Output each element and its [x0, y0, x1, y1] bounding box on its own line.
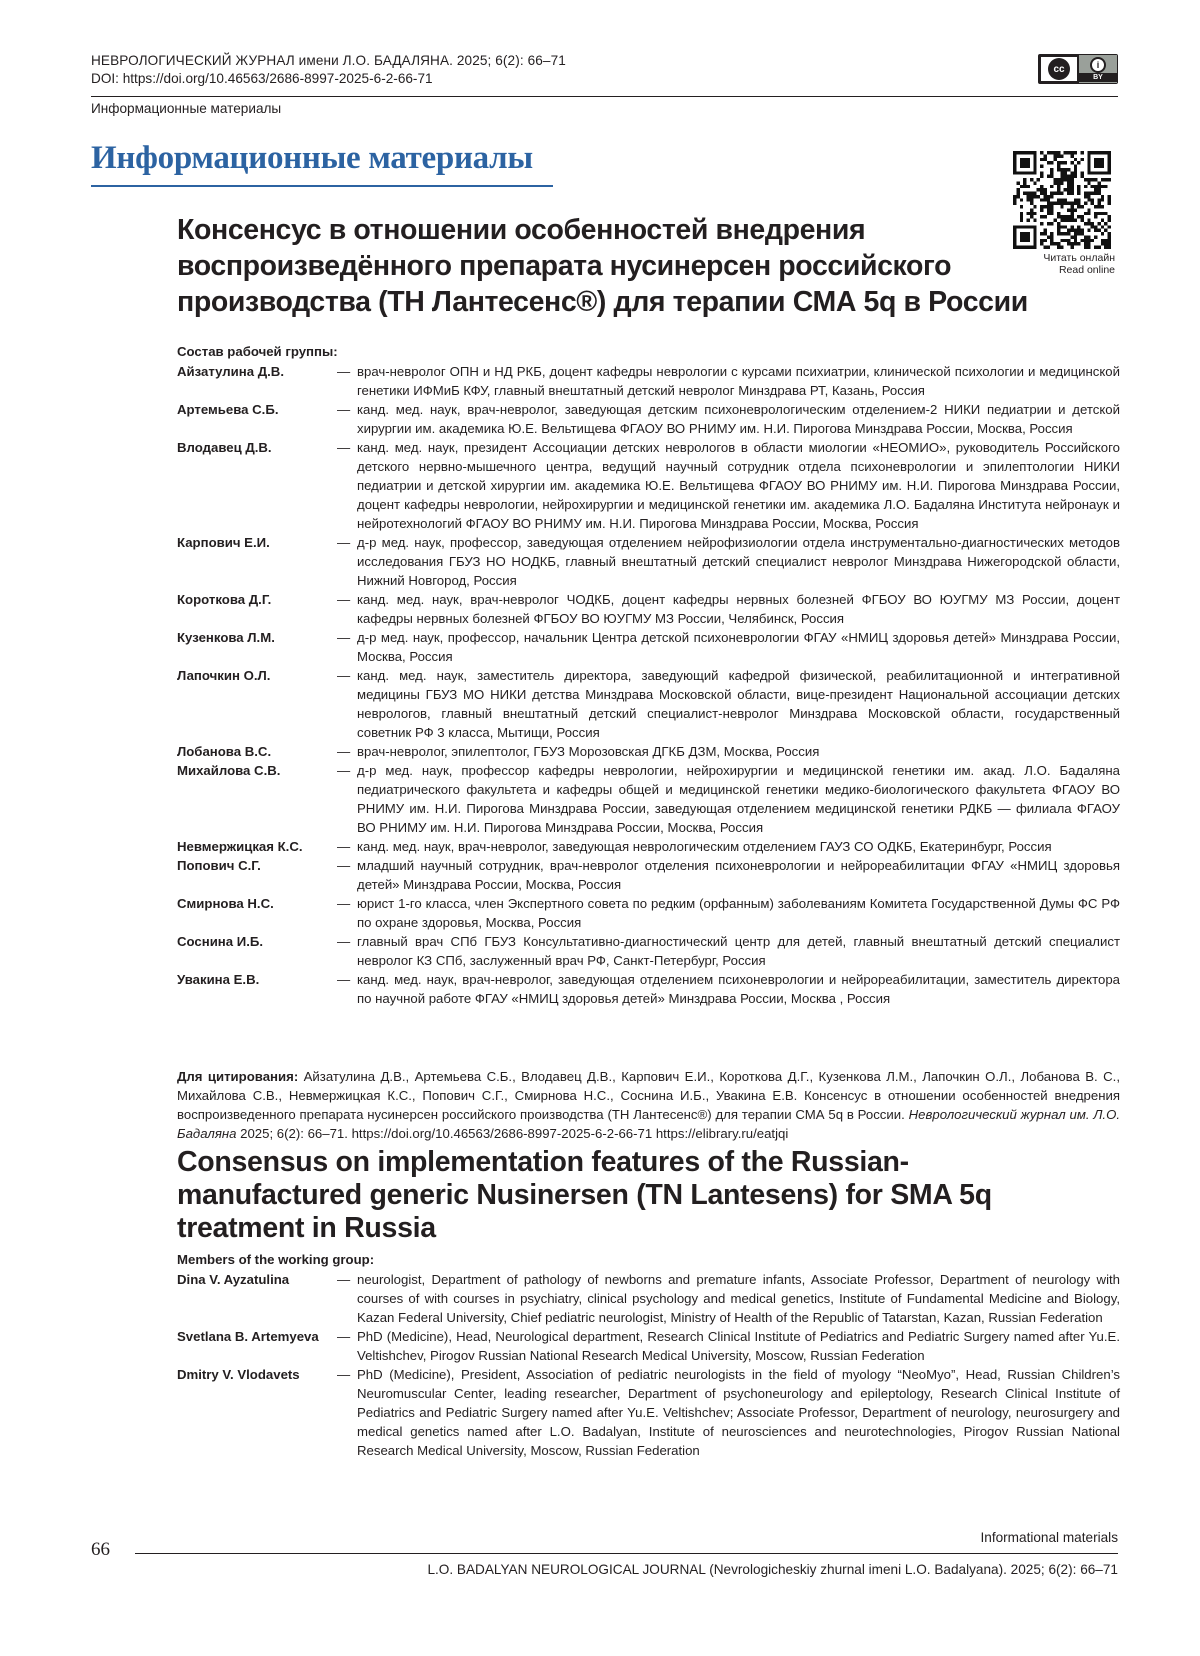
member-description: врач-невролог, эпилептолог, ГБУЗ Морозовская ДГКБ ДЗМ, Москва, Россия [357, 744, 820, 759]
member-description: д-р мед. наук, профессор кафедры неврологии, нейрохирургии и медицинской генетики им. акад. Л.О. Бадаляна педиатрического факультета и кафедры общей и медицинской генетики медико-биологического факультета ФГАОУ ВО РНИМУ им. Н.И. Пирогова Минздрава России, заведующая отделением медицинской генетики РДКБ — филиала ФГАОУ ВО РНИМУ им. Н.И. Пирогова Минздрава России, Москва, Россия [357, 763, 1120, 835]
member-description: канд. мед. наук, врач-невролог ЧОДКБ, доцент кафедры нервных болезней ФГБОУ ВО ЮУГМУ МЗ России, доцент кафедры нервных болезней ФГБОУ ВО ЮУГМУ МЗ России, Челябинск, Россия [357, 592, 1120, 626]
member-affiliation [337, 1365, 1120, 1460]
member-name: Увакина Е.В. [177, 972, 260, 987]
working-group-list-en [177, 1270, 1120, 1460]
cc-icon: cc [1048, 58, 1070, 80]
member-row [177, 1327, 1120, 1365]
main-title: Информационные материалы [91, 140, 533, 176]
member-affiliation [337, 362, 1120, 400]
member-affiliation [337, 970, 1120, 1008]
page-header [91, 52, 1118, 88]
qr-caption-ru: Читать онлайн [1043, 252, 1115, 264]
member-name: Лобанова В.С. [177, 744, 272, 759]
member-description: PhD (Medicine), President, Association of pediatric neurologists in the field of myology “NeoMyo”, Head, Russian Children’s Neuromuscular Center, leading researcher, Department of psychoneurology and epileptology, Research Clinical Institute of Pediatrics and Pediatric Surgery named after Yu.E. Veltishchev; Associate Professor, Department of neurology, neurosurgery and medical genetics named after L.O. Badalyan, Institute of neurosciences and neurotechnologies, Pirogov Russian National Research Medical University, Moscow, Russian Federation [357, 1367, 1120, 1458]
member-name: Кузенкова Л.М. [177, 630, 275, 645]
member-row [177, 362, 1120, 400]
member-name: Лапочкин О.Л. [177, 668, 271, 683]
dash-separator: — [337, 364, 351, 379]
citation-ref[interactable]: 2025; 6(2): 66–71. https://doi.org/10.46563/2686-8997-2025-6-2-66-71 https://elibrary.ru/eatjqi [240, 1126, 789, 1141]
dash-separator: — [337, 839, 351, 854]
dash-separator: — [337, 858, 351, 873]
member-affiliation [337, 590, 1120, 628]
working-group-list-ru [177, 362, 1120, 1008]
footer-section-label: Informational materials [980, 1530, 1118, 1545]
working-group-heading-en: Members of the working group: [177, 1252, 375, 1267]
member-affiliation [337, 1327, 1120, 1365]
dash-separator: — [337, 763, 351, 778]
member-affiliation [337, 932, 1120, 970]
member-row [177, 533, 1120, 590]
member-description: канд. мед. наук, врач-невролог, заведующая детским психоневрологическим отделением-2 НИКИ педиатрии и детской хирургии им. академика Ю.Е. Вельтищева ФГАОУ ВО РНИМУ им. Н.И. Пирогова Минздрава России, Москва, Россия [357, 402, 1120, 436]
dash-separator: — [337, 630, 351, 645]
dash-separator: — [337, 535, 351, 550]
member-name: Артемьева С.Б. [177, 402, 279, 417]
member-name: Соснина И.Б. [177, 934, 264, 949]
member-affiliation [337, 666, 1120, 742]
member-description: д-р мед. наук, профессор, заведующая отделением нейрофизиологии отдела инструментально-диагностических методов исследования ГБУЗ НО НОДКБ, главный внештатный детский специалист невролог Минздрава Нижегородской области, Нижний Новгород, Россия [357, 535, 1120, 588]
footer-journal: L.O. BADALYAN NEUROLOGICAL JOURNAL (Nevrologicheskiy zhurnal imeni L.O. Badalyana). 2025; 6(2): 66–71 [427, 1562, 1118, 1577]
member-name: Михайлова С.В. [177, 763, 281, 778]
dash-separator: — [337, 1272, 351, 1287]
member-name: Svetlana B. Artemyeva [177, 1329, 319, 1344]
dash-separator: — [337, 744, 351, 759]
member-description: младший научный сотрудник, врач-невролог отделения психоневрологии и нейрореабилитации ФГАУ «НМИЦ здоровья детей» Минздрава России, Москва, Россия [357, 858, 1120, 892]
citation-label: Для цитирования: [177, 1069, 299, 1084]
member-name: Попович С.Г. [177, 858, 261, 873]
member-description: канд. мед. наук, заместитель директора, заведующий кафедрой физической, реабилитационной и интегративной медицины ГБУЗ МО НИКИ детства Минздрава Московской области, вице-президент Национальной ассоциации детских неврологов, главный внештатный детский специалист-невролог Минздрава Московской области, государственный советник РФ 3 класса, Мытищи, Россия [357, 668, 1120, 740]
dash-separator: — [337, 1329, 351, 1344]
dash-separator: — [337, 668, 351, 683]
qr-caption-en: Read online [1058, 264, 1115, 276]
member-affiliation [337, 894, 1120, 932]
member-row [177, 438, 1120, 533]
article-title-en: Consensus on implementation features of the Russian-manufactured generic Nusinersen (TN Lantesens) for SMA 5q treatment in Russia [177, 1146, 992, 1244]
member-row [177, 590, 1120, 628]
member-description: канд. мед. наук, врач-невролог, заведующая неврологическим отделением ГАУЗ СО ОДКБ, Екатеринбург, Россия [357, 839, 1052, 854]
member-row [177, 1365, 1120, 1460]
citation-text: Айзатулина Д.В., Артемьева С.Б., Влодавец Д.В., Карпович Е.И., Короткова Д.Г., Кузенкова Л.М., Лапочкин О.Л., Лобанова В. С., Михайлова С.В., Невмержицкая К.С., Попович С.Г., Смирнова Н.С., Соснина И.Б., Увакина Е.В. Консенсус в отношении особенностей внедрения воспроизведенного препарата нусинерсен российского производства (ТН Лантесенс®) для терапии СМА 5q в России. [177, 1069, 1120, 1122]
member-description: главный врач СПб ГБУЗ Консультативно-диагностический центр для детей, главный внештатный детский специалист невролог КЗ СПб, заслуженный врач РФ, Санкт-Петербург, Россия [357, 934, 1120, 968]
header-divider [91, 96, 1118, 97]
member-description: д-р мед. наук, профессор, начальник Центра детской психоневрологии ФГАУ «НМИЦ здоровья детей» Минздрава России, Москва, Россия [357, 630, 1120, 664]
citation-block [177, 1067, 1120, 1143]
member-description: канд. мед. наук, президент Ассоциации детских неврологов в области миологии «НЕОМИО», руководитель Российского детского нервно-мышечного центра, ведущий научный сотрудник отдела психоневрологии и эпилептологии НИКИ педиатрии и детской хирургии им. академика Ю.Е. Вельтищева ФГАОУ ВО РНИМУ им. Н.И. Пирогова Минздрава России, доцент кафедры неврологии, нейрохирургии и медицинской генетики им. академика Л.О. Бадаляна Института нейронаук и нейротехнологий ФГАОУ ВО РНИМУ им. Н.И. Пирогова Минздрава России, Москва, Россия [357, 440, 1120, 531]
member-row [177, 761, 1120, 837]
member-row [177, 856, 1120, 894]
member-row [177, 742, 1120, 761]
member-description: канд. мед. наук, врач-невролог, заведующая отделением психоневрологии и нейрореабилитации, заместитель директора по научной работе ФГАУ «НМИЦ здоровья детей» Минздрава России, Москва , Россия [357, 972, 1120, 1006]
member-affiliation [337, 742, 1120, 761]
main-title-underline [91, 185, 553, 187]
member-row [177, 666, 1120, 742]
citation-journal: Неврологический журнал им. Л.О. Бадаляна [177, 1107, 1120, 1141]
member-row [177, 970, 1120, 1008]
member-affiliation [337, 761, 1120, 837]
journal-title: НЕВРОЛОГИЧЕСКИЙ ЖУРНАЛ имени Л.О. БАДАЛЯНА. 2025; 6(2): 66–71 [91, 53, 566, 68]
member-affiliation [337, 438, 1120, 533]
member-name: Влодавец Д.В. [177, 440, 272, 455]
member-affiliation [337, 837, 1120, 856]
member-description: юрист 1-го класса, член Экспертного совета по редким (орфанным) заболеваниям Комитета Государственной Думы ФС РФ по охране здоровья, Москва, Россия [357, 896, 1120, 930]
member-description: PhD (Medicine), Head, Neurological department, Research Clinical Institute of Pediatrics and Pediatric Surgery named after Yu.E. Veltishchev, Pirogov Russian National Research Medical University, Moscow, Russian Federation [357, 1329, 1120, 1363]
member-row [177, 400, 1120, 438]
member-row [177, 628, 1120, 666]
dash-separator: — [337, 440, 351, 455]
dash-separator: — [337, 896, 351, 911]
attribution-icon: i [1090, 57, 1106, 73]
doi-link[interactable]: DOI: https://doi.org/10.46563/2686-8997-2025-6-2-66-71 [91, 71, 433, 86]
cc-by-license-badge[interactable] [1038, 54, 1118, 84]
member-name: Смирнова Н.С. [177, 896, 274, 911]
dash-separator: — [337, 934, 351, 949]
member-name: Dmitry V. Vlodavets [177, 1367, 300, 1382]
dash-separator: — [337, 1367, 351, 1382]
member-affiliation [337, 533, 1120, 590]
article-title-ru: Консенсус в отношении особенностей внедрения воспроизведённого препарата нусинерсен российского производства (ТН Лантесенс®) для терапии СМА 5q в России [177, 214, 1028, 318]
member-name: Невмержицкая К.С. [177, 839, 303, 854]
member-name: Короткова Д.Г. [177, 592, 272, 607]
member-affiliation [337, 400, 1120, 438]
member-row [177, 1270, 1120, 1327]
member-affiliation [337, 628, 1120, 666]
member-name: Dina V. Ayzatulina [177, 1272, 290, 1287]
member-name: Карпович Е.И. [177, 535, 270, 550]
member-description: врач-невролог ОПН и НД РКБ, доцент кафедры неврологии с курсами психиатрии, клинической психологии и медицинской генетики ИФМиБ КФУ, главный внештатный детский невролог Минздрава РТ, Казань, Россия [357, 364, 1120, 398]
by-label: BY [1079, 73, 1117, 82]
member-description: neurologist, Department of pathology of newborns and premature infants, Associate Professor, Department of neurology with courses of with courses in psychiatry, clinical psychology and medical genetics, Institute of Fundamental Medicine and Biology, Kazan Federal University, Chief pediatric neurologist, Ministry of Health of the Republic of Tatarstan, Kazan, Russian Federation [357, 1272, 1120, 1325]
dash-separator: — [337, 402, 351, 417]
member-affiliation [337, 1270, 1120, 1327]
member-affiliation [337, 856, 1120, 894]
member-row [177, 894, 1120, 932]
footer-divider [135, 1553, 1118, 1554]
page-number: 66 [91, 1539, 110, 1560]
member-row [177, 837, 1120, 856]
dash-separator: — [337, 972, 351, 987]
section-label: Информационные материалы [91, 101, 282, 116]
member-row [177, 932, 1120, 970]
working-group-heading-ru: Состав рабочей группы: [177, 344, 338, 359]
dash-separator: — [337, 592, 351, 607]
member-name: Айзатулина Д.В. [177, 364, 284, 379]
